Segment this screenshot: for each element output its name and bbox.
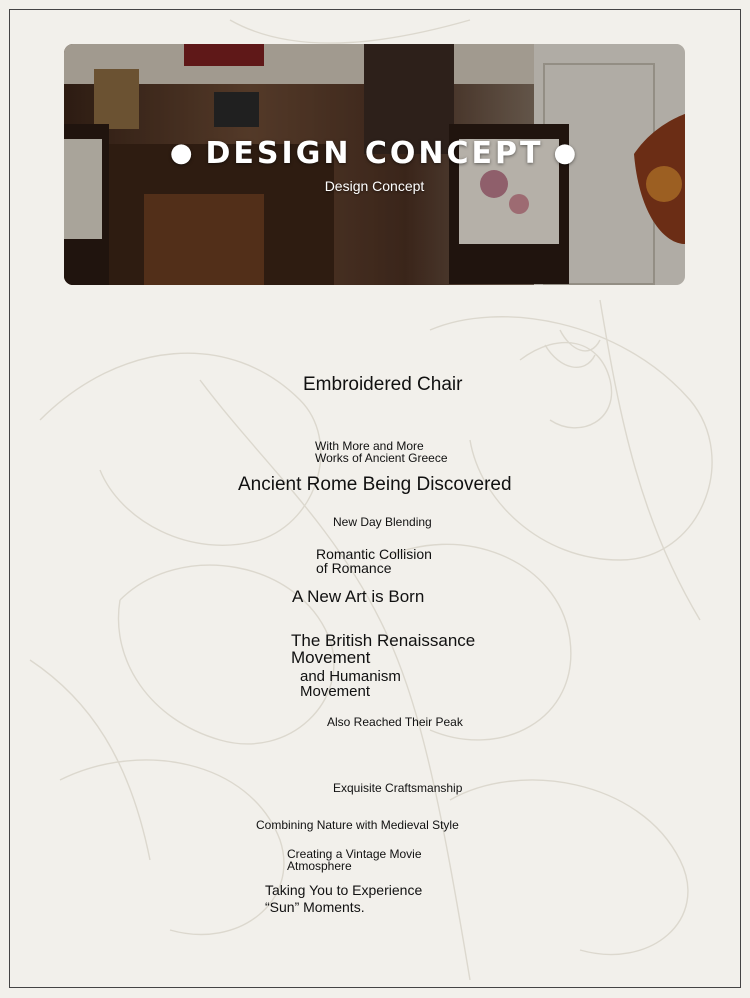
text-line: Exquisite Craftsmanship bbox=[333, 781, 463, 795]
bullet-dot-icon: ● bbox=[169, 138, 196, 168]
text-line: Also Reached Their Peak bbox=[327, 715, 463, 729]
header-banner bbox=[64, 44, 685, 285]
text-line: A New Art is Born bbox=[292, 587, 425, 606]
text-line: Combining Nature with Medieval Style bbox=[256, 818, 459, 832]
text-line: With More and More Works of Ancient Greece bbox=[315, 439, 448, 465]
banner-subtitle: Design Concept bbox=[324, 178, 425, 194]
text-line: The British Renaissance Movement bbox=[291, 631, 476, 667]
bullet-dot-icon: ● bbox=[553, 138, 580, 168]
text-line: Creating a Vintage Movie Atmosphere bbox=[287, 847, 422, 873]
text-line: Taking You to Experience “Sun” Moments. bbox=[265, 882, 423, 915]
text-line: and Humanism Movement bbox=[300, 668, 401, 700]
banner-title: ● DESIGN CONCEPT ● bbox=[169, 136, 580, 171]
text-line: New Day Blending bbox=[333, 515, 432, 529]
text-line: Ancient Rome Being Discovered bbox=[238, 474, 512, 495]
section-heading: Embroidered Chair bbox=[303, 374, 463, 395]
text-line: Romantic Collision of Romance bbox=[316, 546, 432, 576]
